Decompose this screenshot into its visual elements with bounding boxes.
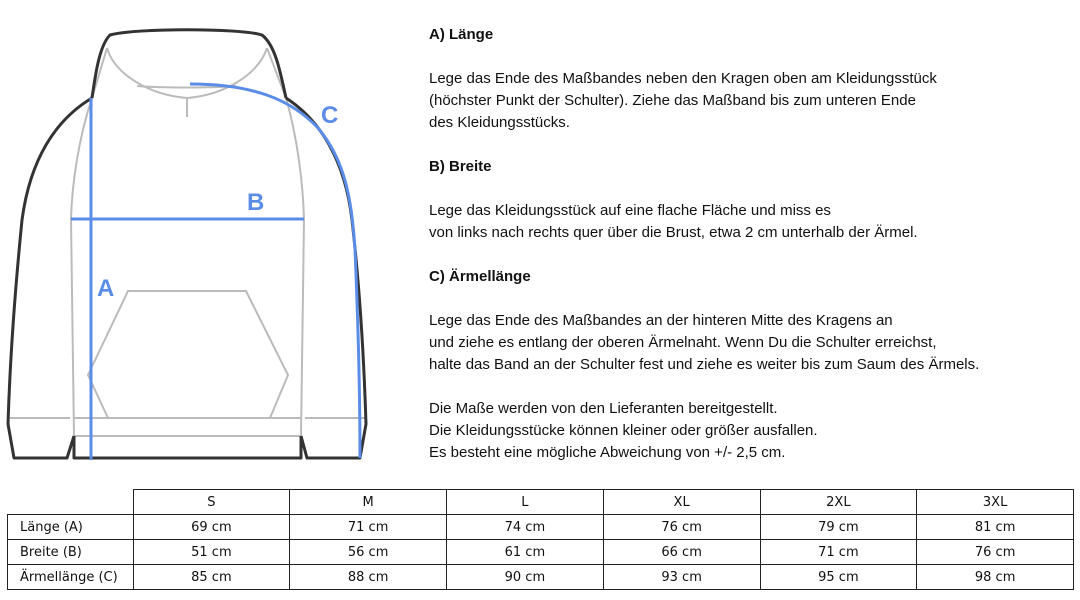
table-row-width xyxy=(8,540,1074,565)
sleeve-line: Lege das Ende des Maßbandes an der hinteren Mitte des Kragens an xyxy=(429,312,893,329)
length-description xyxy=(429,68,1069,134)
table-cell: 81 cm xyxy=(917,515,1074,540)
table-cell: 76 cm xyxy=(603,515,760,540)
table-cell: 98 cm xyxy=(917,565,1074,590)
hem-outline xyxy=(74,436,301,458)
table-row-length xyxy=(8,515,1074,540)
table-cell: 56 cm xyxy=(290,540,447,565)
table-corner-cell xyxy=(8,490,134,515)
size-header: 2XL xyxy=(760,490,917,515)
table-cell: 71 cm xyxy=(760,540,917,565)
width-description xyxy=(429,200,1069,244)
label-c: C xyxy=(321,102,339,129)
table-cell: 95 cm xyxy=(760,565,917,590)
table-cell: 76 cm xyxy=(917,540,1074,565)
measurement-instructions xyxy=(429,24,1069,486)
size-header: XL xyxy=(603,490,760,515)
hoodie-inner-details xyxy=(10,48,366,436)
table-row-sleeve xyxy=(8,565,1074,590)
table-cell: 66 cm xyxy=(603,540,760,565)
row-label: Länge (A) xyxy=(8,515,134,540)
length-line: des Kleidungsstücks. xyxy=(429,114,570,131)
note-line: Die Maße werden von den Lieferanten bereitgestellt. xyxy=(429,400,778,417)
size-header-row xyxy=(8,490,1074,515)
disclaimer-note xyxy=(429,398,1069,464)
label-a: A xyxy=(97,275,115,302)
row-label: Breite (B) xyxy=(8,540,134,565)
sleeve-line: halte das Band an der Schulter fest und ziehe es weiter bis zum Saum des Ärmels. xyxy=(429,356,980,373)
length-line: Lege das Ende des Maßbandes neben den Kragen oben am Kleidungsstück xyxy=(429,70,937,87)
table-cell: 85 cm xyxy=(133,565,290,590)
hoodie-outline xyxy=(8,30,366,458)
hood-opening xyxy=(107,48,267,98)
note-line: Es besteht eine mögliche Abweichung von +/- 2,5 cm. xyxy=(429,444,786,461)
measurement-lines xyxy=(71,84,360,460)
width-line: Lege das Kleidungsstück auf eine flache Fläche und miss es xyxy=(429,202,831,219)
width-title: B) Breite xyxy=(429,158,492,175)
row-label: Ärmellänge (C) xyxy=(8,565,134,590)
body-left-seam xyxy=(71,98,92,436)
length-line: (höchster Punkt der Schulter). Ziehe das Maßband bis zum unteren Ende xyxy=(429,92,916,109)
table-cell: 90 cm xyxy=(447,565,604,590)
table-cell: 69 cm xyxy=(133,515,290,540)
size-header: 3XL xyxy=(917,490,1074,515)
size-table xyxy=(7,489,1074,590)
table-cell: 88 cm xyxy=(290,565,447,590)
body-right-seam xyxy=(286,98,304,436)
hoodie-measurement-diagram xyxy=(0,0,380,470)
left-sleeve-outline xyxy=(8,98,92,458)
sleeve-title: C) Ärmellänge xyxy=(429,268,531,285)
label-b: B xyxy=(247,189,265,216)
sleeve-line: und ziehe es entlang der oberen Ärmelnaht. Wenn Du die Schulter erreichst, xyxy=(429,334,937,351)
sleeve-description xyxy=(429,310,1069,376)
size-header: S xyxy=(133,490,290,515)
size-header: L xyxy=(447,490,604,515)
table-cell: 71 cm xyxy=(290,515,447,540)
table-cell: 79 cm xyxy=(760,515,917,540)
size-header: M xyxy=(290,490,447,515)
length-title: A) Länge xyxy=(429,26,494,43)
table-cell: 93 cm xyxy=(603,565,760,590)
table-cell: 51 cm xyxy=(133,540,290,565)
note-line: Die Kleidungsstücke können kleiner oder größer ausfallen. xyxy=(429,422,818,439)
table-cell: 61 cm xyxy=(447,540,604,565)
table-cell: 74 cm xyxy=(447,515,604,540)
kangaroo-pocket xyxy=(88,291,288,418)
sleeve-measure-line xyxy=(190,84,360,458)
width-line: von links nach rechts quer über die Brust, etwa 2 cm unterhalb der Ärmel. xyxy=(429,224,918,241)
